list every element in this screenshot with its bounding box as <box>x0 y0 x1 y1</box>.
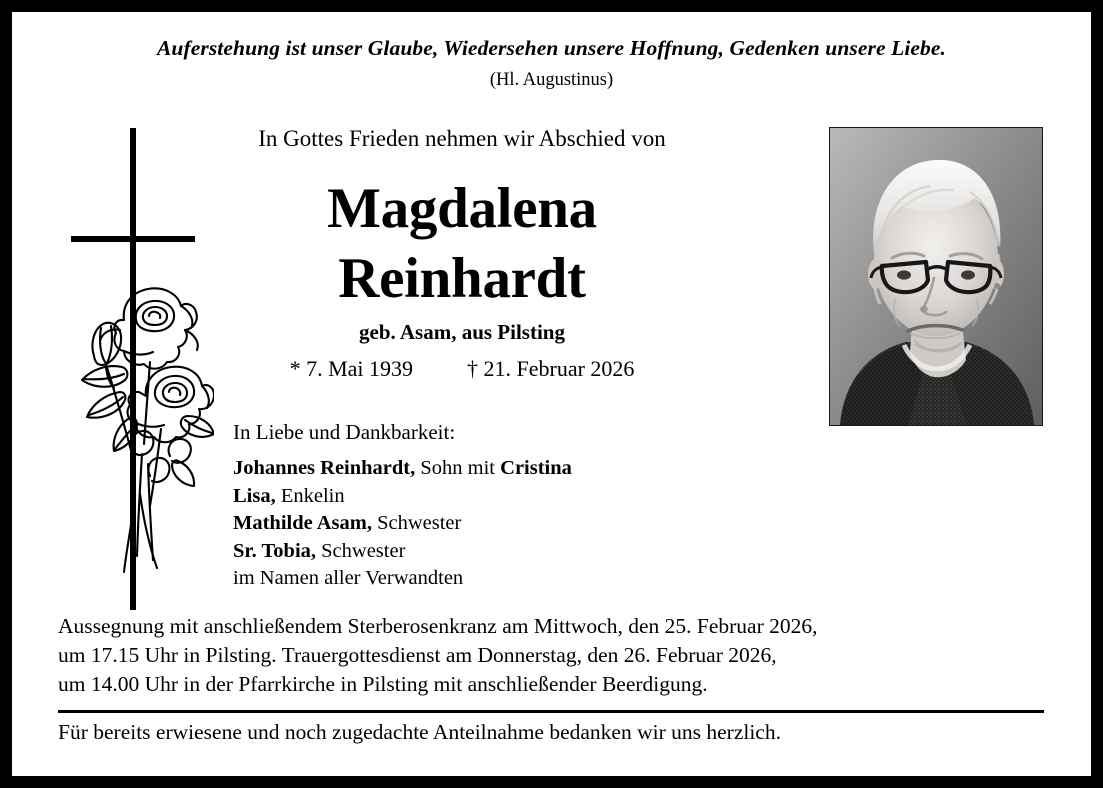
deceased-last-name: Reinhardt <box>338 247 586 310</box>
birth-date: * 7. Mai 1939 <box>289 356 414 381</box>
death-date: † 21. Februar 2026 <box>467 356 635 381</box>
family-member-relation: Schwester <box>371 512 462 534</box>
family-member-name: Mathilde Asam, <box>233 512 372 534</box>
family-member-name: Sr. Tobia, <box>233 539 317 562</box>
family-member-relation: Schwester <box>316 539 406 562</box>
quote-attribution: (Hl. Augustinus) <box>489 70 614 90</box>
farewell-line: In Gottes Frieden nehmen wir Abschied von <box>258 126 666 151</box>
family-member-name: Lisa, <box>233 484 276 507</box>
deceased-first-name: Magdalena <box>327 177 597 240</box>
family-closing-line: im Namen aller Verwandten <box>233 567 464 589</box>
family-member-name: Johannes Reinhardt, <box>233 457 416 479</box>
family-member-relation: Enkelin <box>275 484 345 507</box>
thanks-line: Für bereits erwiesene und noch zugedachte Anteilnahme bedanken wir uns herzlich. <box>58 720 781 744</box>
gratitude-heading: In Liebe und Dankbarkeit: <box>233 420 456 444</box>
memorial-quote: Auferstehung ist unser Glaube, Wiedersehen unsere Hoffnung, Gedenken unsere Liebe. <box>156 36 947 60</box>
funeral-line: um 17.15 Uhr in Pilsting. Trauergottesdienst am Donnerstag, den 26. Februar 2026, <box>58 643 777 667</box>
maiden-name-and-place: geb. Asam, aus Pilsting <box>359 320 565 344</box>
funeral-line: um 14.00 Uhr in der Pfarrkirche in Pilsting mit anschließender Beerdigung. <box>58 672 708 696</box>
funeral-line: Aussegnung mit anschließendem Sterberosenkranz am Mittwoch, den 25. Februar 2026, <box>58 614 818 638</box>
family-member-relation: Sohn mit <box>415 457 501 479</box>
family-member-partner: Cristina <box>500 457 572 479</box>
